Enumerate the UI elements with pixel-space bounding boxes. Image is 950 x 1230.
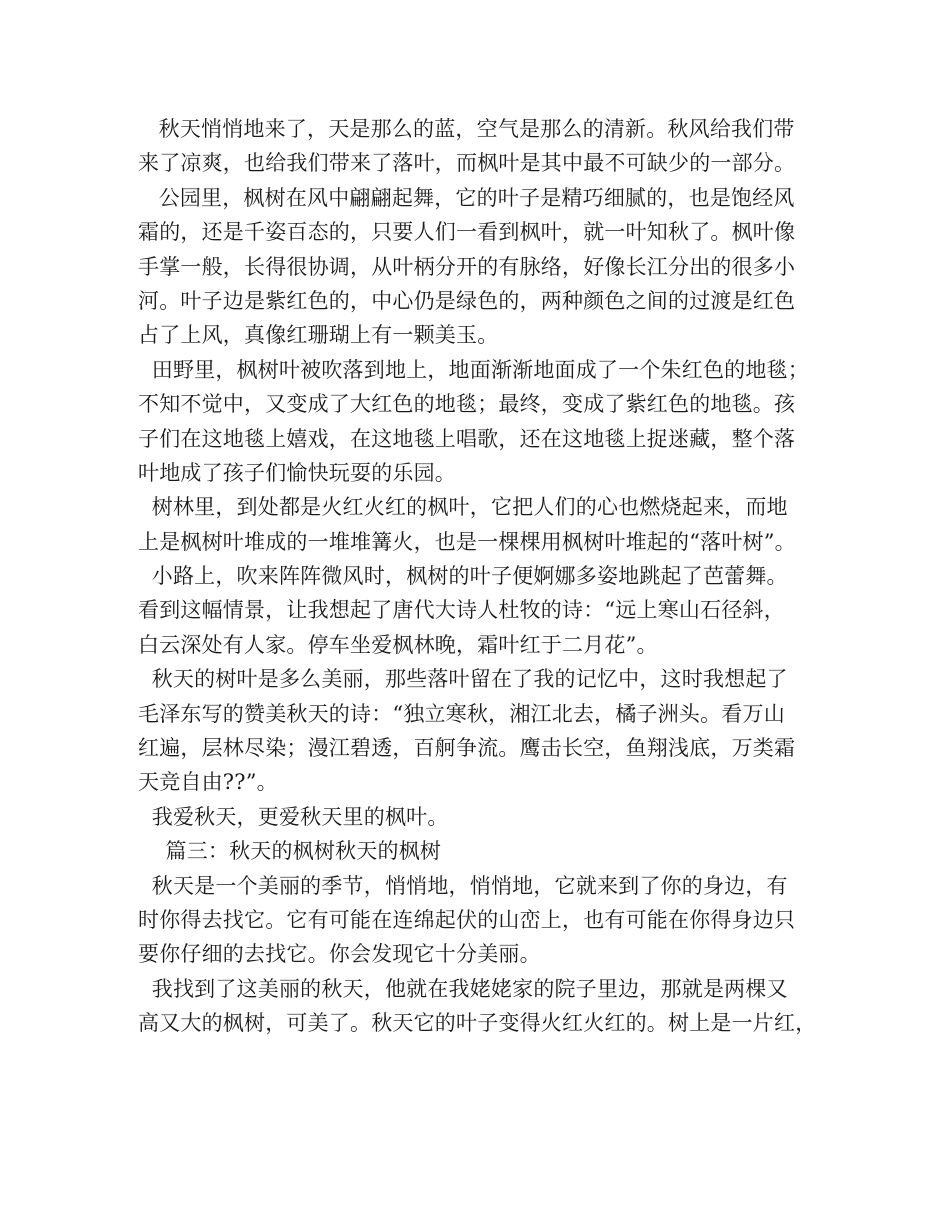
text-line: 来了凉爽，也给我们带来了落叶，而枫叶是其中最不可缺少的一部分。: [138, 151, 796, 176]
text-line: 树林里，到处都是火红火红的枫叶，它把人们的心也燃烧起来，而地: [138, 495, 788, 520]
text-line: 不知不觉中，又变成了大红色的地毯；最终，变成了紫红色的地毯。孩: [138, 392, 796, 417]
text-line: 要你仔细的去找它。你会发现它十分美丽。: [138, 942, 541, 967]
text-line: 子们在这地毯上嬉戏，在这地毯上唱歌，还在这地毯上捉迷藏，整个落: [138, 426, 796, 451]
section-heading: 篇三：秋天的枫树秋天的枫树: [138, 839, 442, 864]
text-line: 手掌一般，长得很协调，从叶柄分开的有脉络，好像长江分出的很多小: [138, 254, 796, 279]
text-line: 我爱秋天，更爱秋天里的枫叶。: [138, 804, 449, 829]
text-line: 红遍，层林尽染；漫江碧透，百舸争流。鹰击长空，鱼翔浅底，万类霜: [138, 736, 796, 761]
text-line: 看到这幅情景，让我想起了唐代大诗人杜牧的诗：“远上寒山石径斜，: [138, 598, 785, 623]
text-line: 占了上风，真像红珊瑚上有一颗美玉。: [138, 323, 499, 348]
text-line: 我找到了这美丽的秋天，他就在我姥姥家的院子里边，那就是两棵又: [138, 976, 788, 1001]
text-line: 天竞自由??”。: [138, 770, 278, 795]
text-line: 河。叶子边是紫红色的，中心仍是绿色的，两种颜色之间的过渡是红色: [138, 288, 796, 313]
text-line: 秋天悄悄地来了，天是那么的蓝，空气是那么的清新。秋风给我们带: [138, 117, 795, 141]
text-line: 秋天是一个美丽的季节，悄悄地，悄悄地，它就来到了你的身边，有: [138, 873, 788, 898]
text-line: 小路上，吹来阵阵微风时，枫树的叶子便婀娜多姿地跳起了芭蕾舞。: [138, 564, 788, 589]
text-line: 秋天的树叶是多么美丽，那些落叶留在了我的记忆中，这时我想起了: [138, 667, 788, 692]
text-line: 田野里，枫树叶被吹落到地上，地面渐渐地面成了一个朱红色的地毯；: [138, 357, 809, 382]
text-line: 公园里，枫树在风中翩翩起舞，它的叶子是精巧细腻的，也是饱经风: [138, 185, 795, 210]
text-line: 霜的，还是千姿百态的，只要人们一看到枫叶，就一叶知秋了。枫叶像: [138, 220, 796, 245]
text-line: 上是枫树叶堆成的一堆堆篝火，也是一棵棵用枫树叶堆起的“落叶树”。: [138, 529, 796, 554]
text-line: 毛泽东写的赞美秋天的诗：“独立寒秋，湘江北去，橘子洲头。看万山: [138, 701, 785, 726]
text-line: 时你得去找它。它有可能在连绵起伏的山峦上，也有可能在你得身边只: [138, 907, 796, 932]
text-line: 白云深处有人家。停车坐爱枫林晚，霜叶红于二月花”。: [138, 632, 658, 657]
text-line: 叶地成了孩子们愉快玩耍的乐园。: [138, 460, 456, 485]
essay-body: [138, 112, 838, 1041]
text-line: 高又大的枫树，可美了。秋天它的叶子变得火红火红的。树上是一片红，: [138, 1011, 817, 1036]
